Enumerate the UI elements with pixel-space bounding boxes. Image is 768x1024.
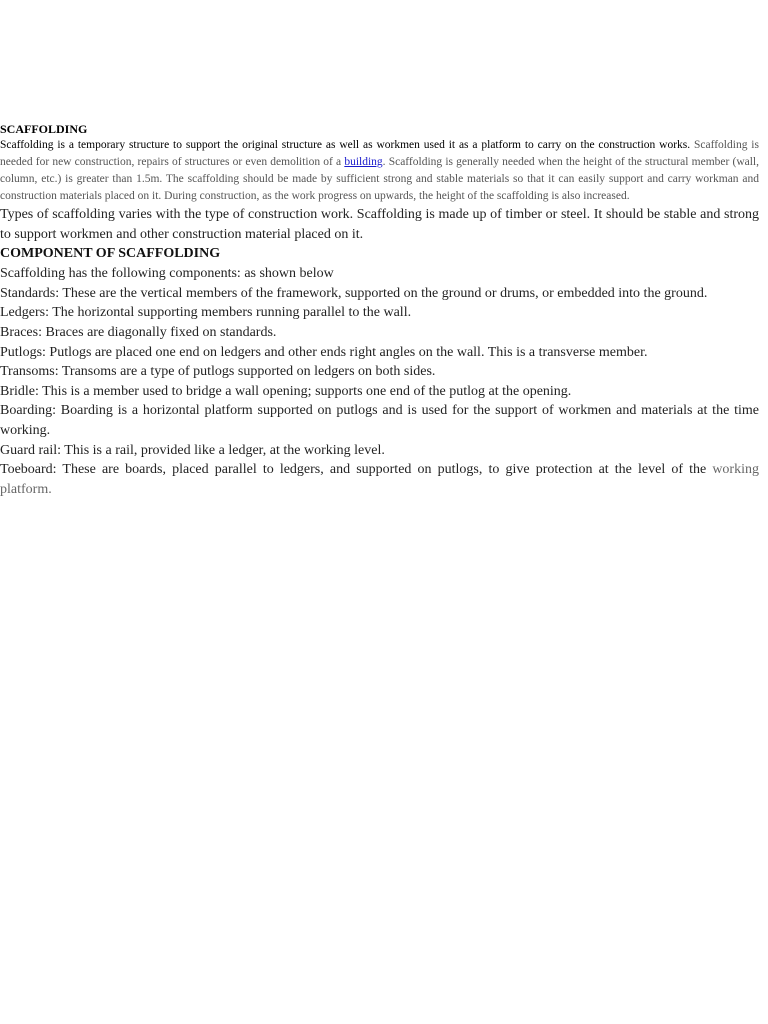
document-page — [0, 121, 759, 499]
components-intro: Scaffolding has the following components: as shown below — [0, 266, 334, 282]
intro-text-part1: Scaffolding is a temporary structure to support the original structure as well as workmen used it as a platform to carry on the construction works. — [0, 139, 691, 151]
intro-text-part2: Scaffolding is needed for new construction, repairs of structures or even demolition of a — [0, 139, 759, 168]
component-transoms: Transoms: Transoms are a type of putlogs supported on ledgers on both sides. — [0, 364, 436, 380]
intro-text-part3: . Scaffolding is generally needed when the height of the structural member (wall, column, etc.) is greater than 1.5m. The scaffolding should be made by sufficient strong and stable materials so that it can easily support and carry workman and construction materials placed on it. During construction, as the work progress on upwards, the height of the scaffolding is also increased. — [0, 156, 760, 202]
intro-paragraph — [0, 137, 759, 205]
component-standards: Standards: These are the vertical members of the framework, supported on the ground or drums, or embedded into the ground. — [0, 285, 708, 301]
component-putlogs: Putlogs: Putlogs are placed one end on ledgers and other ends right angles on the wall. This is a transverse member. — [0, 344, 648, 360]
component-guard-rail: Guard rail: This is a rail, provided like a ledger, at the working level. — [0, 442, 385, 458]
component-bridle: Bridle: This is a member used to bridge a wall opening; supports one end of the putlog at the opening. — [0, 383, 572, 399]
building-link[interactable]: building — [344, 156, 383, 168]
document-title: SCAFFOLDING — [0, 122, 88, 136]
component-toeboard — [0, 460, 759, 499]
types-paragraph: Types of scaffolding varies with the type of construction work. Scaffolding is made up of timber or steel. It should be stable and strong to support workmen and other construction material placed on it. — [0, 207, 759, 242]
components-heading: COMPONENT OF SCAFFOLDING — [0, 246, 221, 262]
component-ledgers: Ledgers: The horizontal supporting members running parallel to the wall. — [0, 305, 412, 321]
component-braces: Braces: Braces are diagonally fixed on standards. — [0, 324, 277, 340]
toeboard-tail: working platform. — [0, 462, 759, 497]
toeboard-text: Toeboard: These are boards, placed parallel to ledgers, and supported on putlogs, to give protection at the level of the — [0, 462, 707, 478]
component-boarding: Boarding: Boarding is a horizontal platform supported on putlogs and is used for the support of workmen and materials at the time working. — [0, 403, 759, 438]
